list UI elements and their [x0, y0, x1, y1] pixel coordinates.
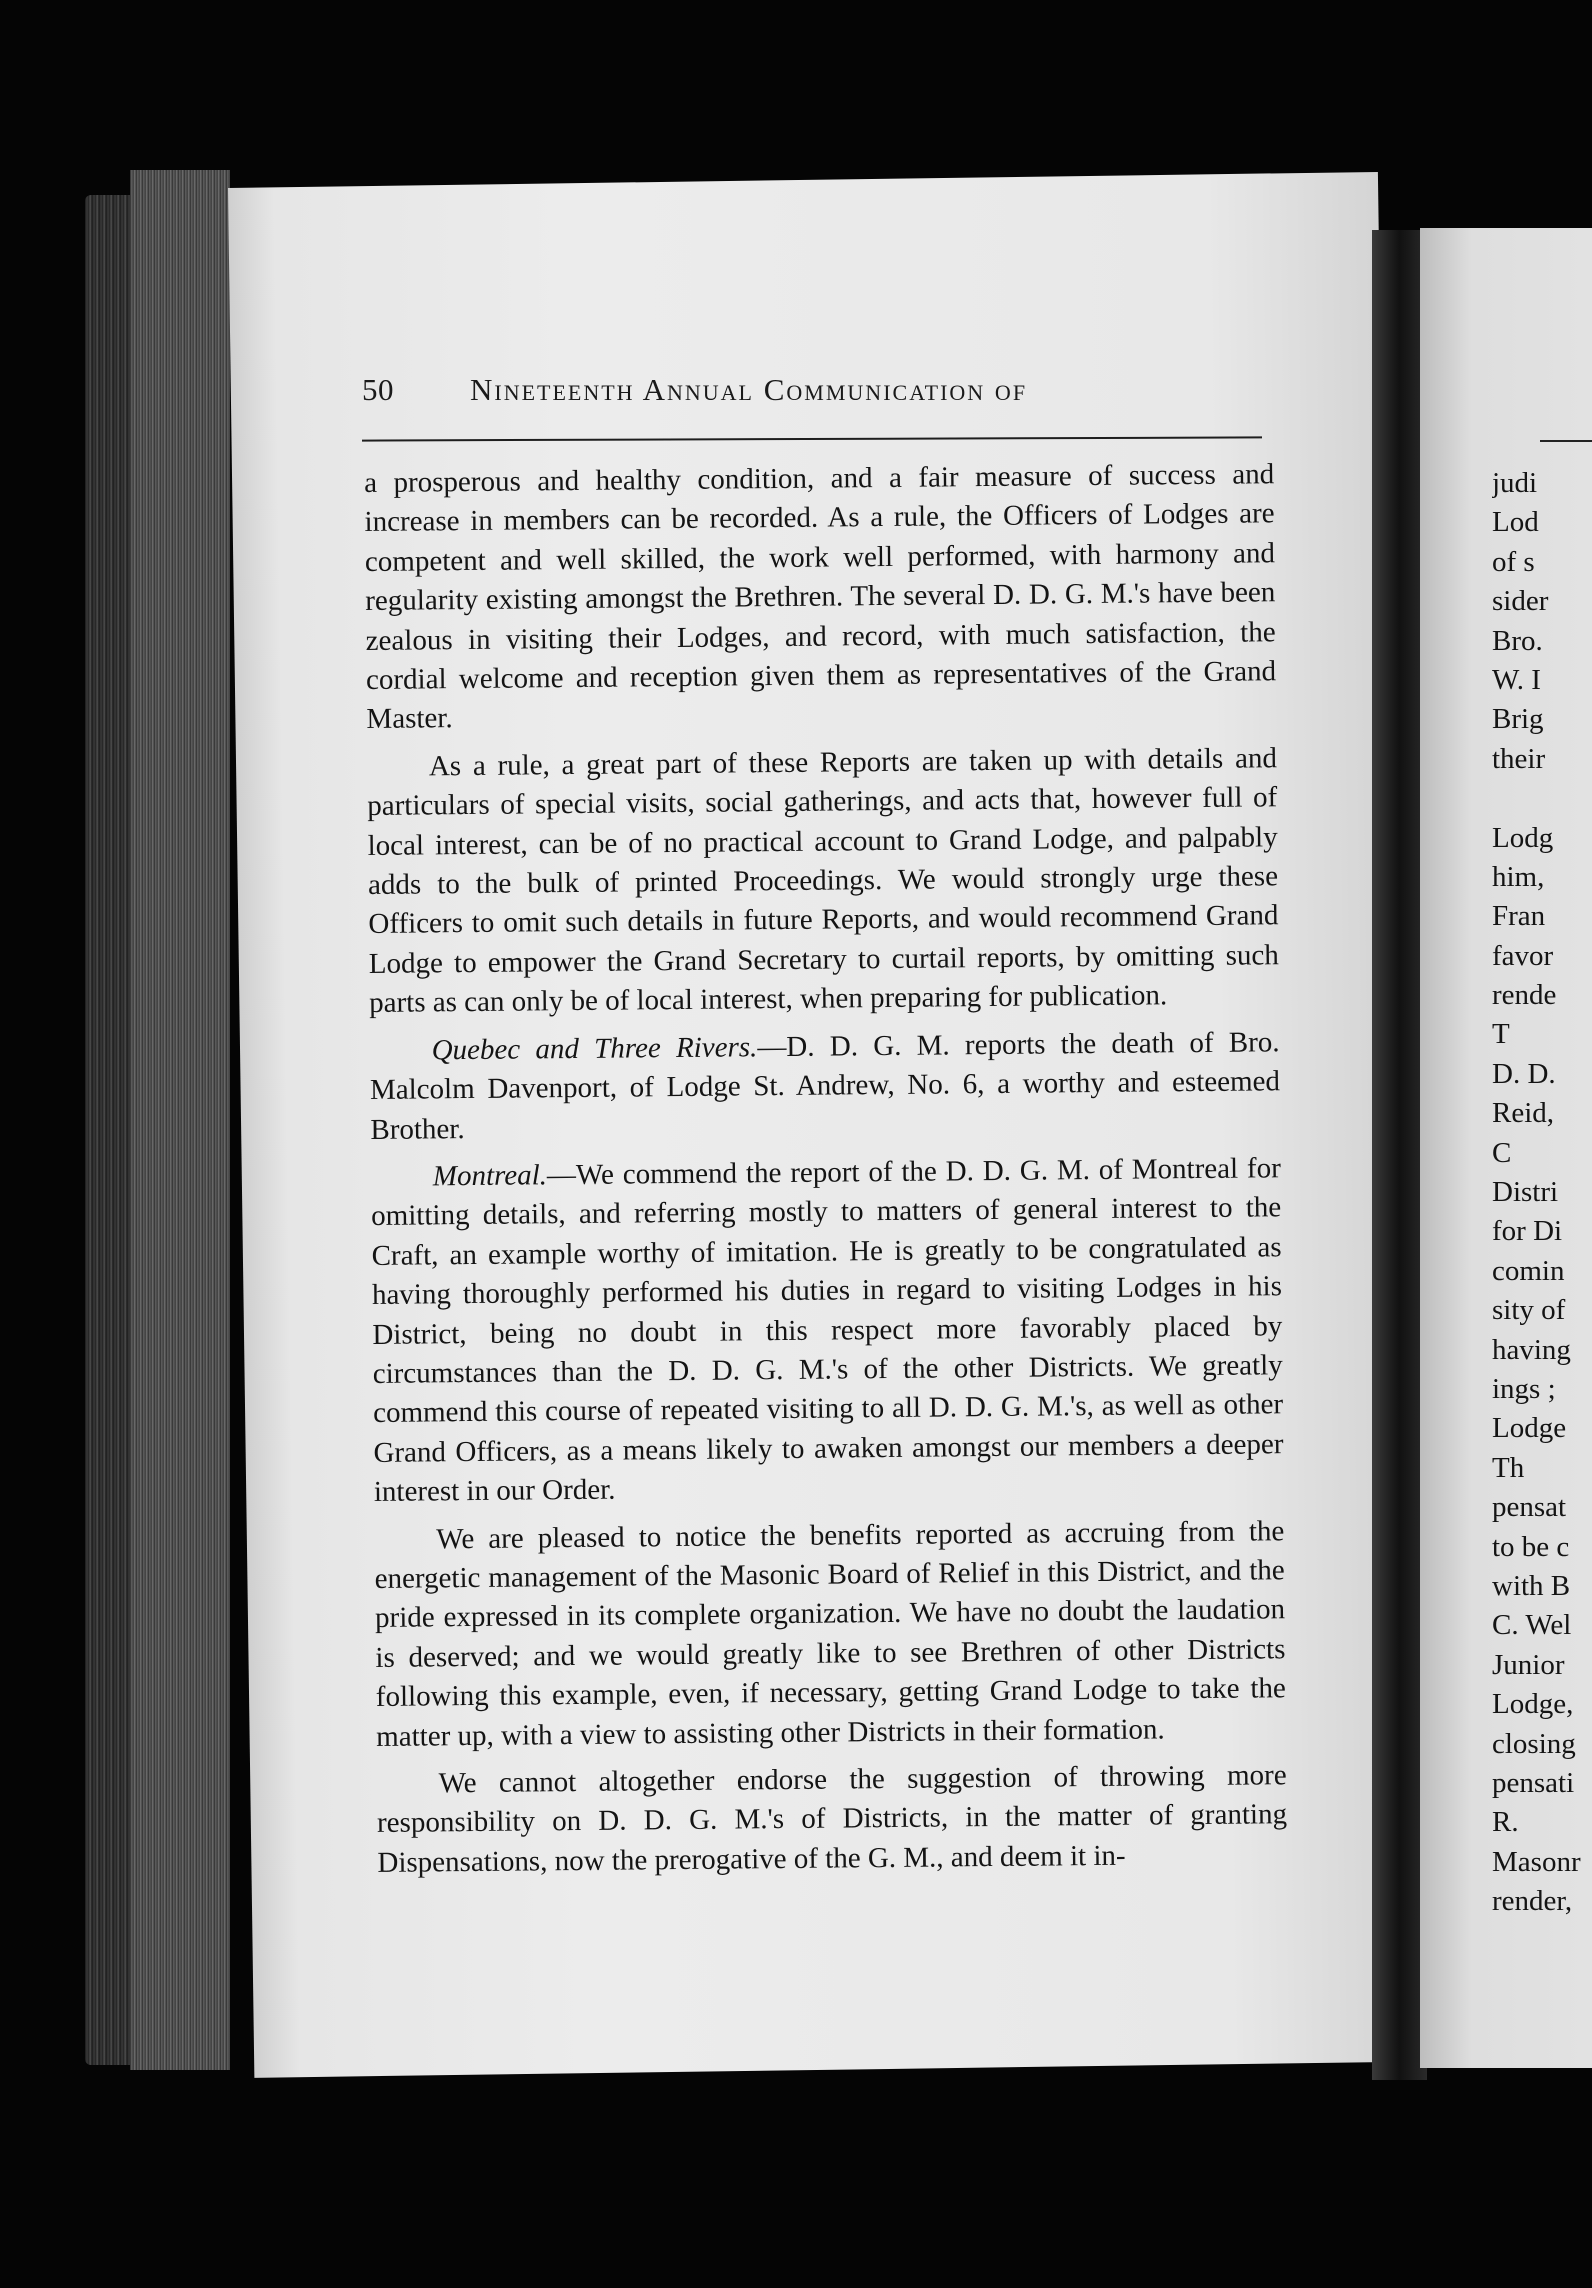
- facing-page-line: render,: [1492, 1885, 1573, 1918]
- facing-page-line: with B: [1492, 1569, 1571, 1602]
- facing-page-rule: [1540, 440, 1592, 442]
- facing-page-line: Fran: [1492, 900, 1546, 933]
- paragraph-montreal: [371, 1149, 1284, 1512]
- main-text-column: [364, 455, 1288, 1891]
- facing-page-line: Brig: [1492, 703, 1544, 736]
- paragraph-text: We cannot altogether endorse the suggestion of throwing more responsibility on D. D. G. M.'s of Districts, in the matter of granting Dispensations, now the prerogative of the G. M., and deem it in-: [376, 1759, 1288, 1879]
- facing-page-line: favor: [1492, 939, 1554, 972]
- facing-page-line: him,: [1492, 860, 1545, 893]
- facing-page-line: their: [1492, 742, 1546, 775]
- facing-page-line: Lodge: [1492, 1412, 1567, 1445]
- facing-page-line: Lod: [1492, 506, 1539, 539]
- paragraph-text: a prosperous and healthy condition, and a fair measure of success and increase in members can be recorded. As a rule, the Officers of Lodges are competent and well skilled, the work well performed, with harmony and regularity existing amongst the Brethren. The several D. D. G. M.'s have been zealous in visiting their Lodges, and record, with much satisfaction, the cordial welcome and reception given them as representatives of the Grand Master.: [364, 458, 1277, 736]
- facing-page-line: sity of: [1492, 1294, 1566, 1327]
- facing-page-line: rende: [1492, 979, 1557, 1012]
- facing-page-line: C: [1492, 1136, 1512, 1169]
- paragraph: [376, 1756, 1287, 1883]
- facing-page-line: Th: [1492, 1451, 1525, 1484]
- facing-page-line: Distri: [1492, 1176, 1559, 1209]
- facing-page-line: Bro.: [1492, 624, 1543, 657]
- paragraph-quebec: [369, 1023, 1280, 1150]
- paragraph-text: —D. D. G. M. reports the death of Bro. Malcolm Davenport, of Lodge St. Andrew, No. 6, a worthy and esteemed Brother.: [369, 1025, 1281, 1146]
- paragraph: [374, 1512, 1286, 1757]
- facing-page-line: Lodg: [1492, 821, 1554, 854]
- facing-page-line: D. D.: [1492, 1057, 1556, 1090]
- paragraph-text: —We commend the report of the D. D. G. M. of Montreal for omitting details, and referring mostly to matters of general interest to the Craft, an example worthy of imitation. He is greatly to be congratulated as having thoroughly performed his duties in regard to visiting Lodges in his District, being no doubt in this respect more favorably placed by circumstances than the D. D. G. M.'s of the other Districts. We greatly commend this course of repeated visiting to all D. D. G. M.'s, as well as other Grand Officers, as a means likely to awaken amongst our members a deeper interest in our Order.: [371, 1152, 1284, 1509]
- paragraph-text: We are pleased to notice the benefits reported as accruing from the energetic management of the Masonic Board of Relief in this District, and the pride expressed in its complete organization. We have no doubt the laudation is deserved; and we would greatly like to see Brethren of other Districts following this example, even, if necessary, getting Grand Lodge to take the matter up, with a view to assisting other Districts in their formation.: [374, 1514, 1286, 1753]
- facing-page-line: having: [1492, 1333, 1571, 1366]
- paragraph: [367, 739, 1280, 1024]
- paragraph-text: As a rule, a great part of these Reports are taken up with details and particulars of special visits, social gatherings, and acts that, however full of local interest, can be of no practical account to Grand Lodge, and palpably adds to the bulk of printed Proceedings. We would strongly urge these Officers to omit such details in future Reports, and would recommend Grand Lodge to empower the Grand Secretary to curtail reports, by omitting such parts as can only be of local interest, when preparing for publication.: [367, 742, 1279, 1020]
- paragraph: [364, 455, 1277, 740]
- book-gutter: [1372, 230, 1427, 2080]
- facing-page-line: W. I: [1492, 663, 1541, 696]
- running-title: Nineteenth Annual Communication of: [470, 372, 1028, 407]
- facing-page-line: Reid,: [1492, 1097, 1555, 1130]
- facing-page-line: T: [1492, 1018, 1510, 1051]
- facing-page-line: pensat: [1492, 1491, 1567, 1524]
- book-page-edges-inner: [130, 170, 230, 2070]
- facing-page-line: R.: [1492, 1806, 1519, 1839]
- facing-page-line: ings ;: [1492, 1372, 1556, 1405]
- facing-page-line: closing: [1492, 1727, 1576, 1760]
- facing-page-line: for Di: [1492, 1215, 1563, 1248]
- section-lead: Quebec and Three Rivers.: [431, 1030, 758, 1067]
- facing-page-line: Lodge,: [1492, 1688, 1574, 1721]
- facing-page-line: of s: [1492, 545, 1535, 578]
- facing-page-line: pensati: [1492, 1766, 1575, 1799]
- facing-page-line: to be c: [1492, 1530, 1570, 1563]
- page-number: 50: [362, 372, 394, 407]
- facing-page-line: sider: [1492, 585, 1549, 618]
- facing-page-line: [1492, 779, 1592, 818]
- facing-page-line: C. Wel: [1492, 1609, 1572, 1642]
- facing-page-line: Masonr: [1492, 1845, 1581, 1878]
- facing-page-line: judi: [1492, 467, 1538, 499]
- facing-page-line: Junior: [1492, 1648, 1565, 1681]
- facing-page-line: comin: [1492, 1254, 1565, 1287]
- section-lead: Montreal.: [432, 1159, 548, 1193]
- facing-page-text: [1492, 464, 1592, 1921]
